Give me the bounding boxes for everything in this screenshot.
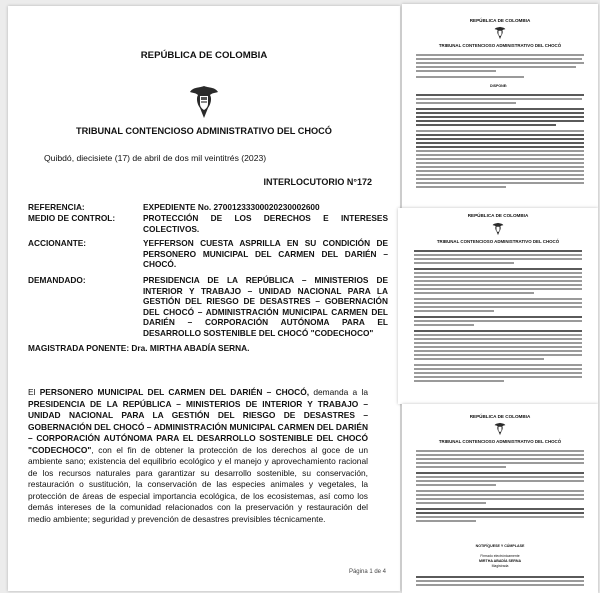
document-page-3-thumbnail (398, 208, 598, 404)
signature-note: Firmado electrónicamente (480, 554, 520, 558)
header-tribunal: TRIBUNAL CONTENCIOSO ADMINISTRATIVO DEL CHOCÓ (436, 239, 560, 244)
body-text-run: , con el fin de obtener la protección de los derechos al goce de un ambiente sano; existencia del equilibrio ecológico y el manejo y aprovechamiento racional de los recursos naturales para garantizar su desarrollo sostenible, su conservación, restauración o sustitución, la conservación de las especies animales y vegetales, la protección de áreas de especial importancia ecológica, de los ecosistemas, así como los demás intereses de la comunidad relacionados con la preservación y restauración del medio ambiente; seguridad y prevención de desastres previsibles técnicamente. (28, 444, 368, 524)
dispone-heading: DISPONE: (490, 84, 508, 88)
field-value: YEFFERSON CUESTA ASPRILLA EN SU CONDICIÓN DE PERSONERO MUNICIPAL DEL CARMEN DEL DARIÉN – CHOCÓ. (143, 238, 388, 269)
text-block (416, 94, 586, 204)
body-text-run: demanda a la (309, 387, 368, 397)
text-block (416, 54, 586, 84)
header-republica: REPÚBLICA DE COLOMBIA (140, 50, 268, 61)
auto-number: INTERLOCUTORIO N°172 (263, 177, 372, 187)
body-bold-run: PERSONERO MUNICIPAL DEL CARMEN DEL DARIÉN – CHOCÓ, (39, 387, 310, 397)
coat-of-arms-icon (187, 84, 221, 120)
header-tribunal: TRIBUNAL CONTENCIOSO ADMINISTRATIVO DEL CHOCÓ (438, 439, 562, 444)
header-tribunal: TRIBUNAL CONTENCIOSO ADMINISTRATIVO DEL CHOCÓ (438, 43, 562, 48)
magistrada-ponente: MAGISTRADA PONENTE: Dra. MIRTHA ABADÍA SERNA. (28, 343, 250, 353)
field-label: ACCIONANTE: (28, 238, 87, 248)
text-block (416, 450, 586, 540)
header-republica: REPÚBLICA DE COLOMBIA (467, 213, 529, 218)
notifiquese-heading: NOTIFÍQUESE Y CÚMPLASE (475, 544, 525, 548)
field-value: PROTECCIÓN DE LOS DERECHOS E INTERESES COLECTIVOS. (143, 213, 388, 234)
document-date: Quibdó, diecisiete (17) de abril de dos mil veintitrés (2023) (44, 153, 267, 163)
document-page-2-thumbnail (402, 4, 598, 208)
text-block (416, 576, 586, 590)
field-value: PRESIDENCIA DE LA REPÚBLICA – MINISTERIOS DE INTERIOR Y TRABAJO – UNIDAD NACIONAL PARA LA GESTIÓN DEL RIESGO DE DESASTRES – GOBERNACIÓN DEL CHOCÓ – ADMINISTRACIÓN MUNICIPAL CARMEN DEL DARIÉN – CORPORACIÓN AUTÓNOMA PARA EL DESARROLLO SOSTENIBLE DEL CHOCÓ "CODECHOCO" (143, 275, 388, 338)
header-tribunal: TRIBUNAL CONTENCIOSO ADMINISTRATIVO DEL CHOCÓ (76, 126, 332, 136)
field-label: DEMANDADO: (28, 275, 86, 285)
coat-of-arms-icon (494, 26, 507, 40)
signer-name: MIRTHA ABADÍA SERNA (478, 559, 522, 563)
coat-of-arms-icon (492, 222, 505, 236)
field-value: EXPEDIENTE No. 27001233300020230002600 (143, 202, 320, 212)
body-text-run: El (28, 387, 40, 397)
signer-role: Magistrada (491, 564, 509, 568)
header-republica: REPÚBLICA DE COLOMBIA (469, 414, 531, 419)
field-label: MEDIO DE CONTROL: (28, 213, 116, 223)
body-bold-run: PRESIDENCIA DE LA REPÚBLICA – MINISTERIOS DE INTERIOR Y TRABAJO – UNIDAD NACIONAL PARA LA GESTIÓN DEL RIESGO DE DESASTRES – GOBERNACIÓN DEL CHOCÓ – ADMINISTRACIÓN MUNICIPAL CARMEN DEL DARIÉN – CORPORACIÓN AUTÓNOMA PARA EL DESARROLLO SOSTENIBLE DEL CHOCÓ "CODECHOCO" (28, 398, 368, 455)
document-page-4-thumbnail (402, 404, 598, 593)
text-block (414, 250, 584, 400)
header-republica: REPÚBLICA DE COLOMBIA (469, 18, 531, 23)
field-label: REFERENCIA: (28, 202, 85, 212)
document-page-1 (8, 6, 400, 591)
coat-of-arms-icon (494, 422, 507, 436)
body-paragraph (28, 387, 368, 525)
page-footer: Página 1 de 4 (348, 569, 386, 575)
